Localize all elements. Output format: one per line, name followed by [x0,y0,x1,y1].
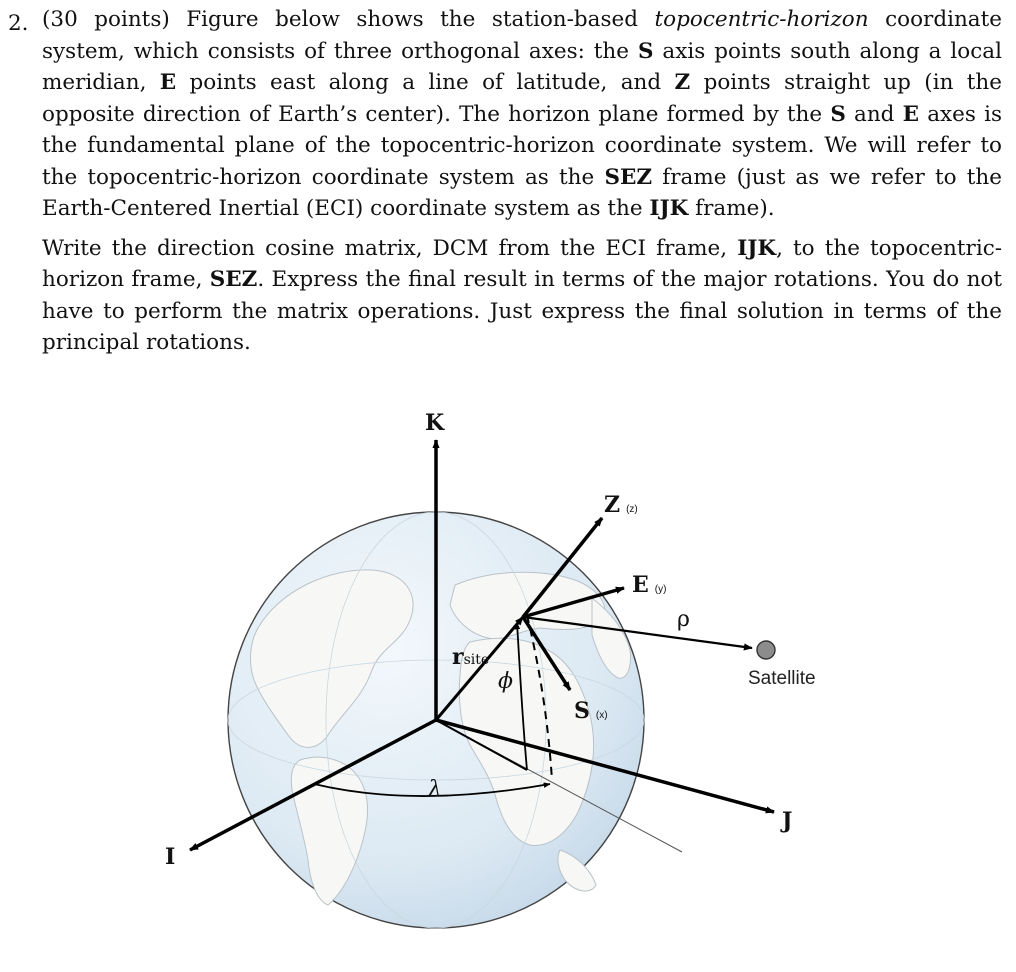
problem-paragraph-2: Write the direction cosine matrix, DCM from the ECI frame, IJK, to the topocentric-horizon frame, SEZ. Express the final result in terms of the major rotations. You do not have to perform the matrix operations. Just express the final solution in terms of the principal rotations. [42,235,1002,355]
problem-paragraph-1: (30 points) Figure below shows the station-based topocentric-horizon coordinate system, which consists of three orthogonal axes: the S axis points south along a local meridian, E points east along a line of latitude, and Z points straight up (in the opposite direction of Earth’s center). The horizon plane formed by the S and E axes is the fundamental plane of the topocentric-horizon coordinate system. We will refer to the topocentric-horizon coordinate system as the SEZ frame (just as we refer to the Earth-Centered Inertial (ECI) coordinate system as the IJK frame). [42,7,1003,221]
s-axis-label: S (x) [574,698,608,724]
sez-frame-figure [0,380,1016,972]
satellite-marker [757,641,775,659]
z-axis-label: Z (z) [604,492,638,518]
rho-label: ρ [677,607,690,632]
phi-label: ϕ [498,669,513,694]
k-axis-label: K [425,410,445,436]
problem-number: 2. [8,11,29,36]
satellite-label: Satellite [748,668,816,689]
e-axis-label: E (y) [632,572,667,598]
j-axis-label: J [782,808,793,834]
problem-statement [8,4,1002,359]
i-axis-label: I [165,844,176,870]
lambda-label: λ [428,777,442,802]
r-site-label: rsite [452,644,490,670]
